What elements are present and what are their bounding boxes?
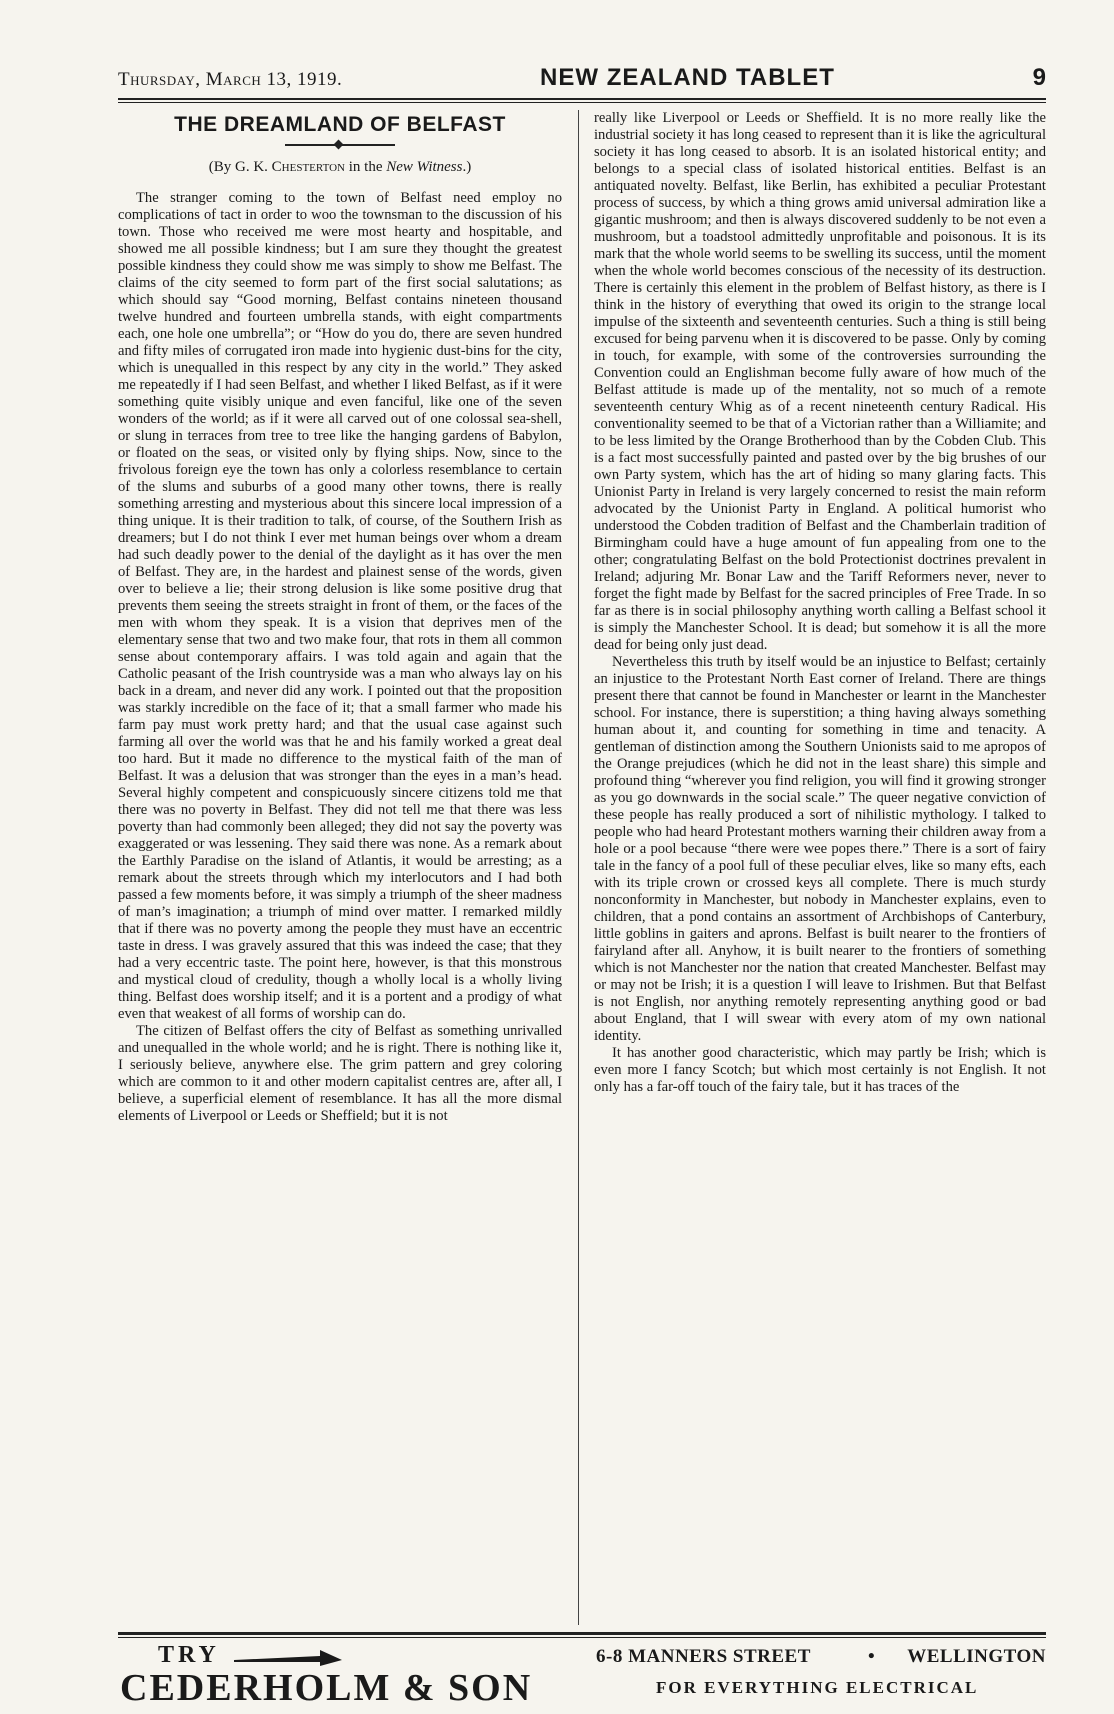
issue-date: Thursday, March 13, 1919. [118, 69, 343, 90]
article-paragraph: really like Liverpool or Leeds or Sheffield. It is no more really like the industrial society it has long ceased to represent than it is like the agricultural society it has long ceased to absorb. It is an isolated historical entity; and belongs to a special class of isolated historical entities. Belfast is an antiquated novelty. Belfast, like Berlin, has exhibited a peculiar Protestant process of success, by which a thing grows amid universal admiration like a gigantic mushroom; and then is always discovered suddenly to be not even a mushroom, but a toadstool admittedly unprofitable and poisonous. It is its mark that the whole world seems to be swelling its success, until the moment when the whole world becomes conscious of the necessity of its destruction. There is certainly this element in the problem of Belfast history, as there is I think in the history of everything that owed its origin to the strange local impulse of the sixteenth and seventeenth centuries. Such a thing is still being excused for being parvenu when it is discovered to be passe. Only by coming in touch, for example, with some of the controversies surrounding the Convention could an Englishman become fully aware of how much of the Belfast attitude is made up of the mentality, not so much of a remote seventeenth century Whig as of a recent nineteenth century Radical. His conventionality seemed to be that of a Victorian rather than a Williamite; and to be less limited by the Orange Brotherhood than by the Cobden Club. This is a fact most successfully painted and pasted over by the big brushes of our own Party system, which has the art of hiding so many glaring facts. This Unionist Party in Ireland is very largely concerned to resist the main reform advocated by the Unionist Party in England. A political humorist who understood the Cobden tradition of Belfast and the Chamberlain tradition of Birmingham could have a huge amount of fun appealing from one to the other; congratulating Belfast on the bold Protectionist doctrines prevalent in Ireland; adjuring Mr. Bonar Law and the Tariff Reformers never, never to forget the fight made by Belfast for the sacred principles of Free Trade. In so far as there is in social philosophy anything worth calling a Belfast school it is simply the Manchester School. It is dead; but somehow it is all the more dead for being only just dead. [594, 110, 1046, 653]
column-divider [578, 110, 579, 1625]
article-column-right [594, 110, 1046, 1625]
ad-try-text: TRY [158, 1642, 220, 1668]
byline-mid: in the [344, 159, 387, 175]
ad-tagline: FOR EVERYTHING ELECTRICAL [656, 1678, 979, 1697]
pointing-arrow-icon [234, 1648, 344, 1668]
byline-author: G. K. Chesterton [235, 159, 345, 175]
ad-city: WELLINGTON [907, 1646, 1046, 1667]
ornament-diamond-icon [334, 140, 344, 150]
advertisement-left [118, 1642, 570, 1709]
advertisement-rule [118, 1632, 1046, 1635]
article-column-left [118, 110, 562, 1625]
byline-close: .) [462, 159, 472, 175]
masthead-rule-thin [118, 102, 1046, 103]
article-paragraph: Nevertheless this truth by itself would be an injustice to Belfast; certainly an injustice to the Protestant North East corner of Ireland. There are things present there that cannot be found in Manchester or learnt in the Manchester school. For instance, there is superstition; a thing having always something human about it, and counting for something in time and tenacity. A gentleman of distinction among the Southern Unionists said to me apropos of the Orange prejudices (which he did not in the least share) this simple and profound thing “wherever you find religion, you will find it growing stronger as you go downwards in the social scale.” The queer negative conviction of these people has really produced a sort of nihilistic mythology. I talked to people who had heard Protestant mothers warning their children away from a hole or a pool because “there were wee popes there.” There is a sort of fairy tale in the fancy of a pool full of these peculiar elves, like so many efts, each with its triple crown or crossed keys all complete. There is much sturdy nonconformity in Manchester, but nobody in Manchester explains, even to children, that a pond contains an assortment of Archbishops of Canterbury, little goblins in gaiters and aprons. Belfast is built nearer to the frontiers of fairyland after all. Anyhow, it is built nearer to the frontiers of something which is not Manchester nor the nation that created Manchester. Belfast may or may not be Irish; it is a question I will leave to Irishmen. But that Belfast is not English, nor anything remotely representing anything good or bad about England, that I will swear with every atom of my own national identity. [594, 654, 1046, 1044]
title-ornament [285, 141, 395, 149]
publication-title: NEW ZEALAND TABLET [540, 64, 835, 91]
ad-separator: • [868, 1646, 875, 1667]
article-paragraph: The citizen of Belfast offers the city of Belfast as something unrivalled and unequalled in the whole world; and he is right. There is nothing like it, I seriously believe, anywhere else. The grim pattern and grey coloring which are common to it and other modern capitalist centres are, after all, I believe, a superficial element of resemblance. It has all the more dismal elements of Liverpool or Leeds or Sheffield; but it is not [118, 1023, 562, 1124]
byline-open: (By [208, 159, 235, 175]
masthead-rule [118, 98, 1046, 100]
article-title: THE DREAMLAND OF BELFAST [174, 113, 506, 136]
byline [118, 159, 562, 176]
advertisement-rule-thin [118, 1637, 1046, 1638]
byline-source: New Witness [386, 159, 463, 175]
ad-address: 6-8 MANNERS STREET [596, 1646, 811, 1667]
advertisement-right [596, 1646, 1046, 1706]
article-paragraph: The stranger coming to the town of Belfast need employ no complications of tact in order to woo the townsman to the discussion of his town. Those who received me were most hearty and hospitable, and showed me all possible kindness; but I am sure they thought the greatest possible kindness they could show me was simply to show me Belfast. The claims of the city seemed to form part of the first social salutations; as which should say “Good morning, Belfast contains nineteen thousand twelve hundred and fourteen umbrella stands, with eight compartments each, one hole one umbrella”; or “How do you do, there are seven hundred and fifty miles of corrugated iron made into hygienic dust-bins for the city, which is unequalled in this respect by any city in the world.” They asked me repeatedly if I had seen Belfast, and whether I liked Belfast, as if it were something quite visibly unique and even fanciful, like one of the seven wonders of the world; as if it were all carved out of one colossal sea-shell, or slung in terraces from tree to tree like the hanging gardens of Babylon, or floated on the seas, or visited only by flying ships. Now, since to the frivolous foreign eye the town has only a colorless resemblance to certain of the slums and suburbs of a good many other towns, there is really something arresting and mysterious about this sincere local impression of a thing unique. It is their tradition to talk, of course, of the Southern Irish as dreamers; but I do not think I ever met human beings over whom a dream had such deadly power to the denial of the daylight as it has over the men of Belfast. They are, in the hardest and plainest sense of the words, given over to believe a lie; their strong delusion is like some positive drug that prevents them seeing the streets straight in front of them, or the faces of the men with whom they speak. It is a vision that deprives men of the elementary sense that two and two make four, that rots in them all common sense about contemporary affairs. I was told again and again that the Catholic peasant of the Irish countryside was a man who always lay on his back in a dream, and never did any work. I pointed out that the proposition was starkly incredible on the face of it; that a small farmer who made his farm pay must work pretty hard; and that the usual case against such farming all over the world was that he and his family worked a great deal too hard. But it made no difference to the mystical faith of the man of Belfast. It was a delusion that was stronger than the eyes in a man’s head. Several highly competent and conspicuously sincere citizens told me that there was no poverty in Belfast. They did not tell me that there was less poverty than had commonly been alleged; they did not say the poverty was exaggerated or was lessening. They said there was none. As a remark about the Earthly Paradise on the island of Atlantis, it would be arresting; as a remark about the streets through which my interlocutors and I had both passed a few moments before, it was simply a triumph of the sheer madness of man’s imagination; a triumph of mind over matter. I remarked mildly that if there was no poverty among the people they must have an eccentric taste in dress. I was gravely assured that this was indeed the case; that they had a very eccentric taste. The point here, however, is that this monstrous and mystical cloud of credulity, though a wholly local is a wholly living thing. Belfast does worship itself; and it is a portent and a prodigy of what even that weakest of all forms of worship can do. [118, 190, 562, 1022]
article-paragraph: It has another good characteristic, which may partly be Irish; which is even more I fancy Scotch; but which most certainly is not English. It not only has a far-off touch of the fairy tale, but it has traces of the [594, 1045, 1046, 1095]
masthead [118, 64, 1046, 98]
page-number: 9 [1032, 64, 1046, 91]
ad-firm-name: CEDERHOLM & SON [120, 1667, 533, 1709]
